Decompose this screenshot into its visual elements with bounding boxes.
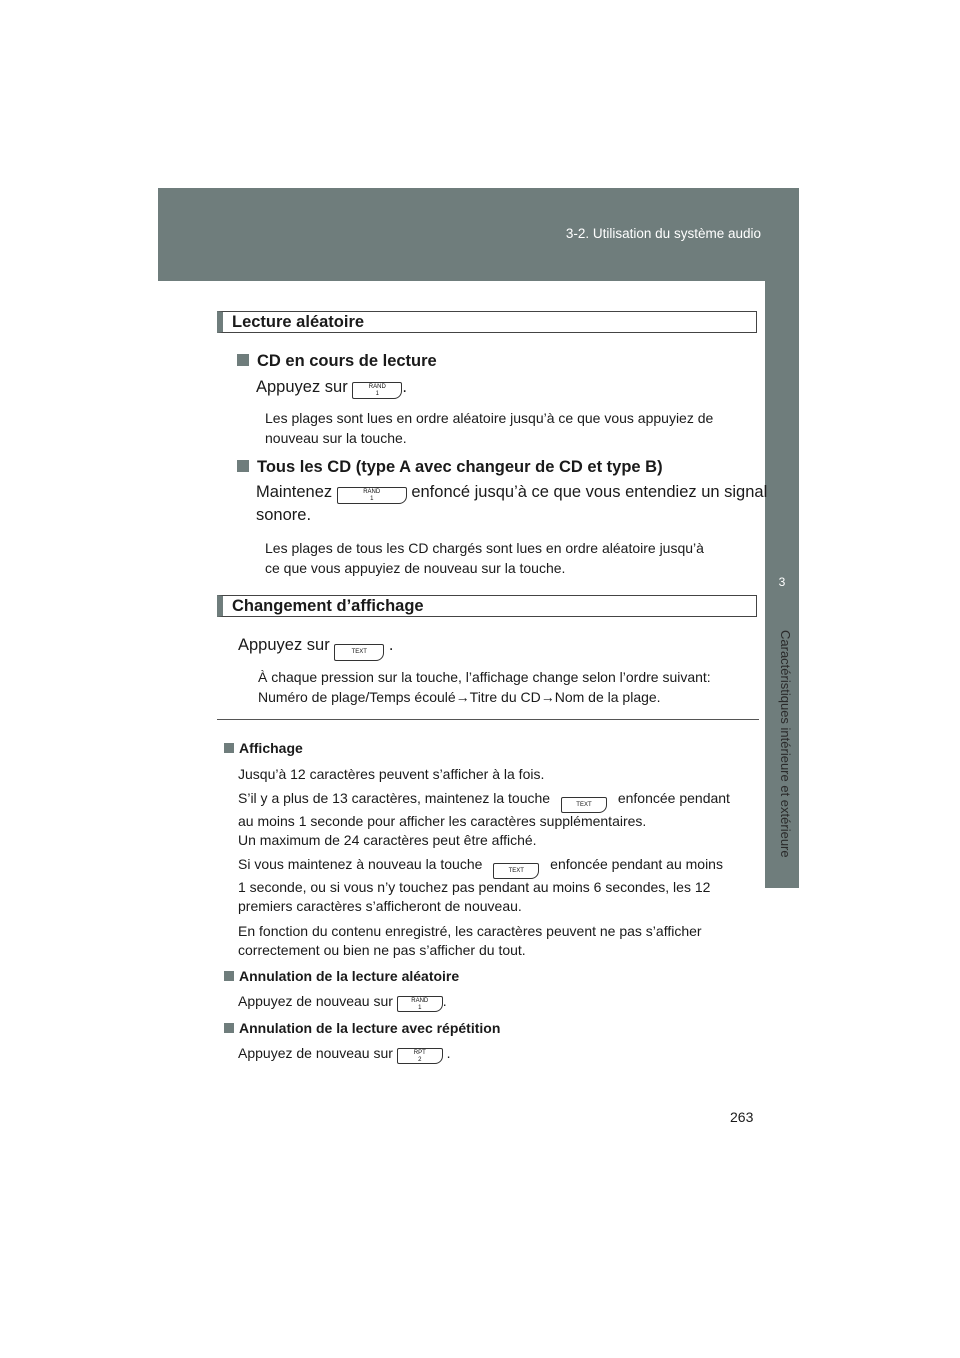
section-title-display: Changement d’affichage	[217, 595, 757, 617]
cancel-repeat-instruction: Appuyez de nouveau sur RPT 2 .	[238, 1045, 451, 1063]
instruction-hold-rand-line2: sonore.	[256, 506, 312, 524]
chapter-title: 3-2. Utilisation du système audio	[565, 226, 761, 241]
affichage-line9: correctement ou bien ne pas s’afficher du tout.	[238, 942, 526, 958]
header-band	[158, 188, 799, 281]
note-display-line1: À chaque pression sur la touche, l’affichage change selon l’ordre suivant:	[258, 669, 711, 685]
instruction-press-text: Appuyez sur TEXT .	[238, 636, 394, 661]
note-random-line1: Les plages sont lues en ordre aléatoire jusqu’à ce que vous appuyiez de	[265, 410, 714, 426]
note-random-line2: nouveau sur la touche.	[265, 430, 407, 446]
instruction-press-rand: Appuyez sur RAND 1 .	[256, 378, 407, 397]
affichage-line6: 1 seconde, ou si vous n’y touchez pas pendant au moins 6 secondes, les 12	[238, 879, 711, 895]
note-heading-affichage: Affichage	[224, 740, 303, 756]
square-bullet-icon	[237, 460, 249, 472]
cancel-random-instruction: Appuyez de nouveau sur RAND 1 .	[238, 993, 447, 1011]
note-heading-cancel-repeat: Annulation de la lecture avec répétition	[224, 1020, 500, 1036]
page-number: 263	[730, 1109, 754, 1125]
text-button-icon: TEXT	[493, 863, 539, 879]
note-display-line2: Numéro de plage/Temps écoulé→Titre du CD→Nom de la plage.	[258, 689, 661, 705]
affichage-line7: premiers caractères s’afficheront de nouveau.	[238, 898, 522, 914]
affichage-line3: au moins 1 seconde pour afficher les caractères supplémentaires.	[238, 813, 647, 829]
square-bullet-icon	[237, 354, 249, 366]
rand-button-icon: RAND 1	[397, 996, 443, 1012]
affichage-line4: Un maximum de 24 caractères peut être affiché.	[238, 832, 537, 848]
note-all-cds-line1: Les plages de tous les CD chargés sont lues en ordre aléatoire jusqu’à	[265, 540, 704, 556]
section-title-random: Lecture aléatoire	[217, 311, 757, 333]
note-heading-cancel-random: Annulation de la lecture aléatoire	[224, 968, 459, 984]
subheading-cd-playing: CD en cours de lecture	[237, 352, 437, 371]
affichage-line2: S’il y a plus de 13 caractères, maintenez la touche TEXT enfoncée pendant	[238, 790, 730, 813]
subheading-all-cds: Tous les CD (type A avec changeur de CD et type B)	[237, 458, 663, 477]
text-button-icon: TEXT	[334, 644, 384, 661]
side-chapter-label: Caractéristiques intérieure et extérieure	[778, 630, 793, 858]
instruction-hold-rand: Maintenez RAND 1 enfoncé jusqu’à ce que vous entendiez un signal	[256, 483, 768, 502]
rpt-button-icon: RPT 2	[397, 1048, 443, 1064]
rand-button-icon: RAND 1	[352, 382, 402, 399]
side-chapter-number: 3	[778, 575, 786, 589]
square-bullet-icon	[224, 743, 234, 753]
square-bullet-icon	[224, 1023, 234, 1033]
rand-button-icon: RAND 1	[337, 487, 407, 504]
text-button-icon: TEXT	[561, 797, 607, 813]
affichage-line5: Si vous maintenez à nouveau la touche TEXT enfoncée pendant au moins	[238, 856, 723, 879]
note-all-cds-line2: ce que vous appuyiez de nouveau sur la touche.	[265, 560, 566, 576]
divider	[217, 719, 759, 720]
affichage-line1: Jusqu’à 12 caractères peuvent s’afficher à la fois.	[238, 766, 545, 782]
square-bullet-icon	[224, 971, 234, 981]
affichage-line8: En fonction du contenu enregistré, les caractères peuvent ne pas s’afficher	[238, 923, 702, 939]
